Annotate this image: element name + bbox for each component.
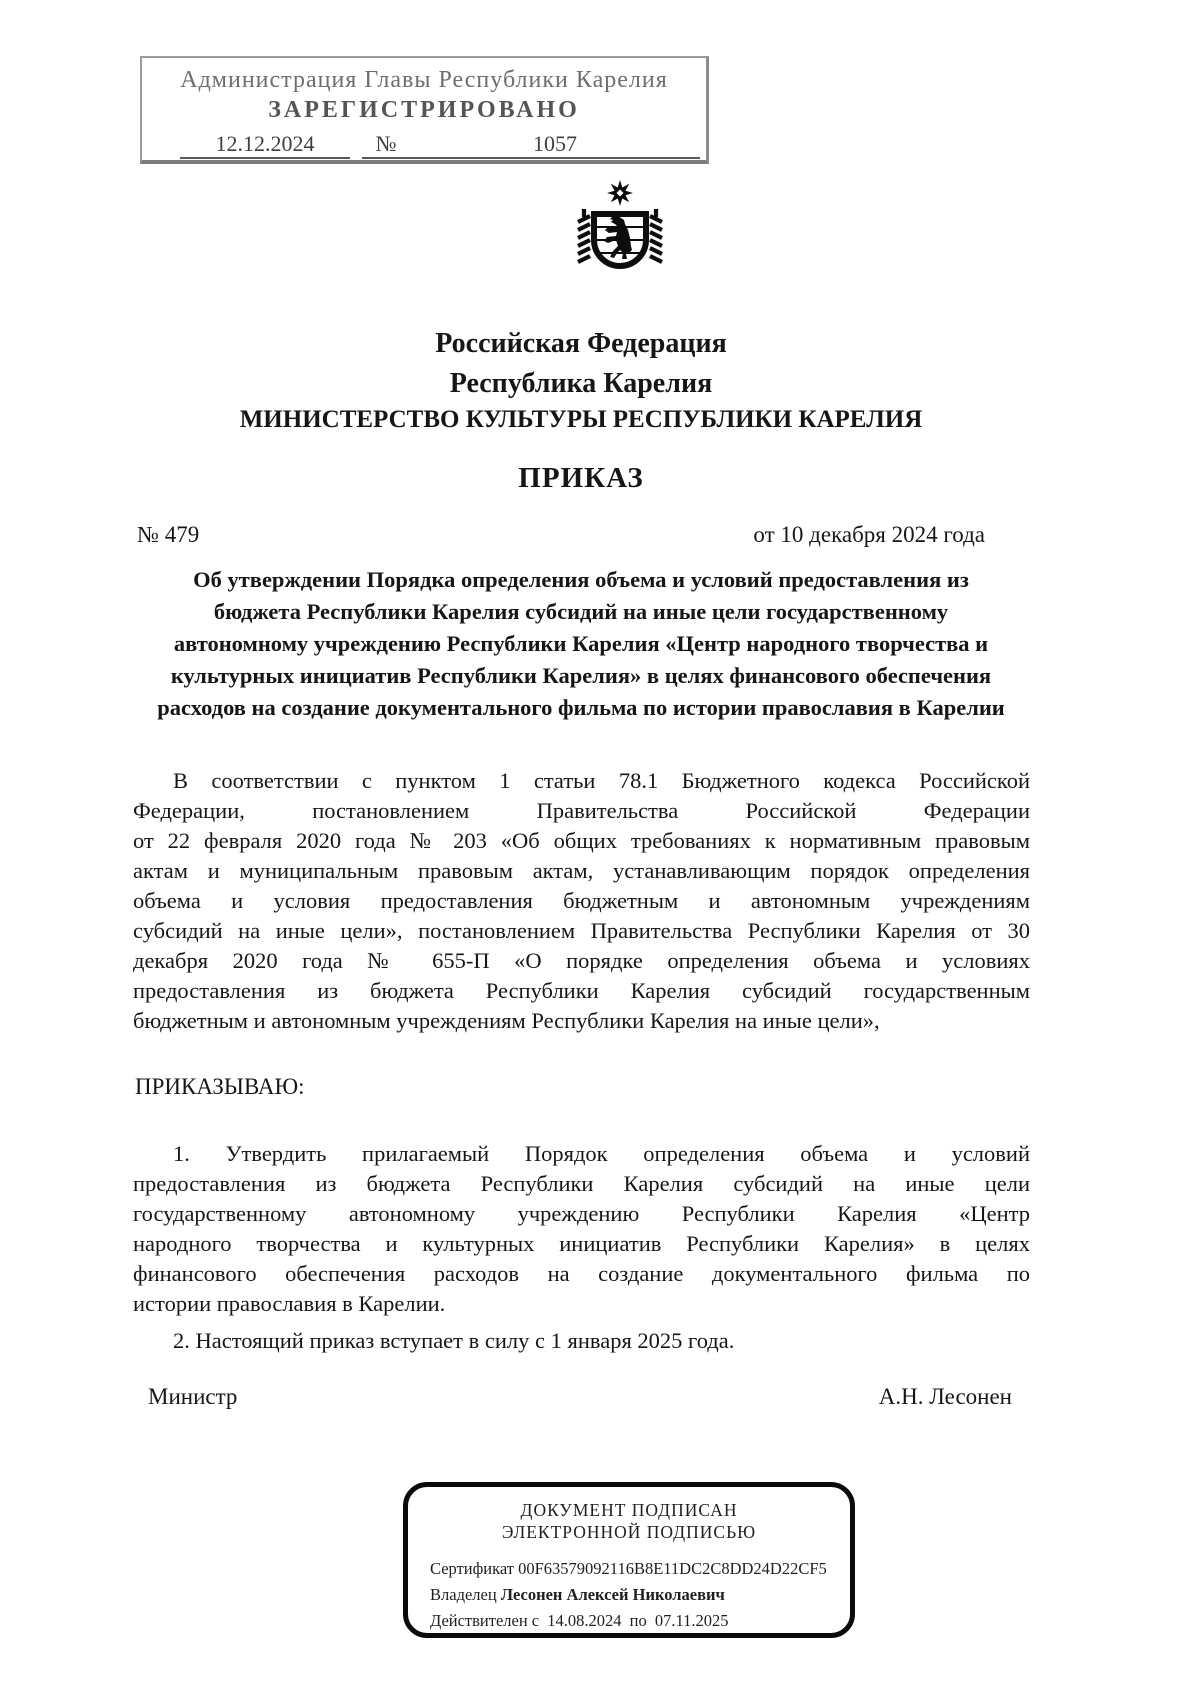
order-item-1 bbox=[133, 1139, 1030, 1319]
text-line: финансового обеспечения расходов на создание документального фильма по bbox=[133, 1261, 1030, 1286]
stamp-registration-row bbox=[180, 131, 706, 159]
text-line: субсидий на иные цели», постановлением Правительства Республики Карелия от 30 bbox=[133, 918, 1030, 943]
stamp-number: 1057 bbox=[410, 131, 700, 159]
registration-stamp bbox=[140, 56, 709, 164]
order-date: от 10 декабря 2024 года bbox=[753, 522, 985, 547]
text-line: бюджетным и автономным учреждениям Республики Карелия на иные цели», bbox=[133, 1008, 880, 1033]
title-line: культурных инициатив Республики Карелия» в целях финансового обеспечения bbox=[170, 663, 992, 688]
esign-validity-label: Действителен с bbox=[430, 1611, 540, 1630]
stamp-number-sign: № bbox=[362, 131, 410, 159]
signer-position: Министр bbox=[148, 1384, 238, 1409]
signature-row bbox=[148, 1384, 1012, 1410]
esign-validity-mid-label: по bbox=[629, 1611, 647, 1630]
esign-owner-name: Лесонен Алексей Николаевич bbox=[500, 1585, 725, 1604]
esign-title-line2: ЭЛЕКТРОННОЙ ПОДПИСЬЮ bbox=[501, 1522, 757, 1542]
esign-owner-row bbox=[430, 1582, 850, 1608]
order-preamble bbox=[133, 766, 1030, 1036]
order-title bbox=[135, 564, 1027, 724]
electronic-signature-stamp bbox=[403, 1482, 855, 1638]
esign-title bbox=[408, 1499, 850, 1543]
karelia-coat-of-arms-icon bbox=[577, 180, 663, 280]
header-country: Российская Федерация bbox=[435, 328, 727, 359]
esign-certificate-row bbox=[430, 1556, 850, 1582]
title-line: расходов на создание документального фильма по истории православия в Карелии bbox=[157, 695, 1005, 720]
text-line: объема и условия предоставления бюджетным и автономным учреждениям bbox=[133, 888, 1030, 913]
text-line: актам и муниципальным правовым актам, устанавливающим порядок определения bbox=[133, 858, 1030, 883]
esign-title-line1: ДОКУМЕНТ ПОДПИСАН bbox=[520, 1500, 738, 1520]
text-line: предоставления из бюджета Республики Карелия субсидий на иные цели bbox=[133, 1171, 1030, 1196]
text-line: истории православия в Карелии. bbox=[133, 1291, 446, 1316]
order-number: № 479 bbox=[137, 522, 200, 547]
text-line: предоставления из бюджета Республики Карелия субсидий государственным bbox=[133, 978, 1030, 1003]
decree-word: ПРИКАЗЫВАЮ: bbox=[135, 1074, 305, 1099]
stamp-org-name: Администрация Главы Республики Карелия bbox=[180, 67, 668, 93]
text-line: государственному автономному учреждению Республики Карелия «Центр bbox=[133, 1201, 1030, 1226]
signer-name: А.Н. Лесонен bbox=[878, 1384, 1012, 1409]
text-line: В соответствии с пунктом 1 статьи 78.1 Бюджетного кодекса Российской bbox=[173, 768, 1030, 793]
text-line: 1. Утвердить прилагаемый Порядок определения объема и условий bbox=[173, 1141, 1030, 1166]
esign-validity-row bbox=[430, 1608, 850, 1634]
title-line: автономному учреждению Республики Карелия «Центр народного творчества и bbox=[173, 631, 989, 656]
esign-details bbox=[430, 1556, 850, 1634]
document-type-title: ПРИКАЗ bbox=[518, 462, 644, 494]
esign-valid-from: 14.08.2024 bbox=[547, 1611, 622, 1630]
right-spruce-ornament bbox=[650, 209, 662, 262]
header-region: Республика Карелия bbox=[449, 368, 713, 399]
esign-valid-to: 07.11.2025 bbox=[654, 1611, 729, 1630]
stamp-date: 12.12.2024 bbox=[180, 131, 350, 159]
esign-owner-label: Владелец bbox=[430, 1585, 497, 1604]
text-line: народного творчества и культурных инициатив Республики Карелия» в целях bbox=[133, 1231, 1030, 1256]
left-spruce-ornament bbox=[578, 209, 590, 262]
text-line: Федерации, постановлением Правительства Российской Федерации bbox=[133, 798, 1030, 823]
esign-certificate-label: Сертификат bbox=[430, 1559, 514, 1578]
title-line: бюджета Республики Карелия субсидий на иные цели государственному bbox=[213, 599, 949, 624]
title-line: Об утверждении Порядка определения объема и условий предоставления из bbox=[193, 567, 969, 592]
order-number-row bbox=[137, 522, 985, 548]
header-ministry: МИНИСТЕРСТВО КУЛЬТУРЫ РЕСПУБЛИКИ КАРЕЛИЯ bbox=[239, 406, 923, 433]
order-item-2: 2. Настоящий приказ вступает в силу с 1 января 2025 года. bbox=[173, 1328, 735, 1353]
stamp-registered-label: ЗАРЕГИСТРИРОВАНО bbox=[268, 97, 580, 123]
text-line: от 22 февраля 2020 года № 203 «Об общих требованиях к нормативным правовым bbox=[133, 828, 1030, 853]
esign-certificate-value: 00F63579092116B8E11DC2C8DD24D22CF5 bbox=[518, 1559, 827, 1578]
text-line: декабря 2020 года № 655-П «О порядке определения объема и условиях bbox=[133, 948, 1030, 973]
